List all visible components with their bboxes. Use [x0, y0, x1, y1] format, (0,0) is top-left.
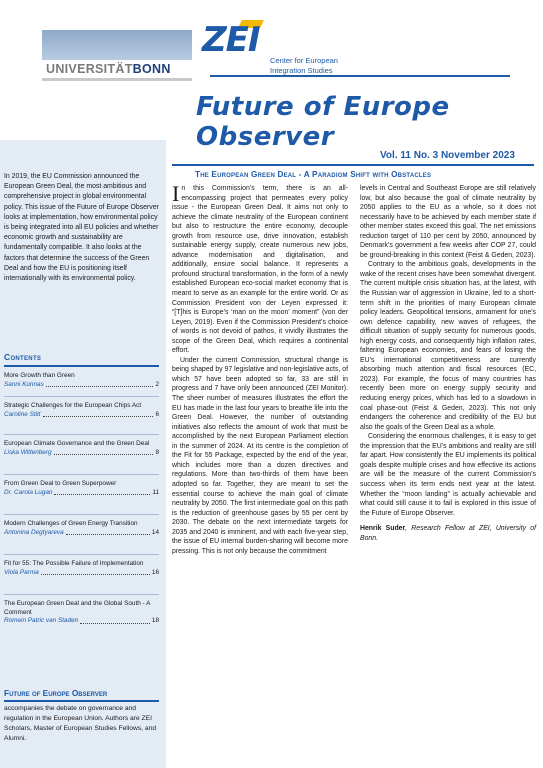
toc-author-line: [4, 569, 159, 578]
toc-title: The European Green Deal and the Global South - A Comment: [4, 600, 151, 616]
article-paragraph: Considering the enormous challenges, it is easy to get the impression that the EU’s ambitions and reality are still far apart. How consistently the EU implements its political goals despite multiple crises and how effective its actions are will be the measure of the current Commission’s success when its term ends next year at the latest. Whether the “moon landing” is actually achievable and what could still cause it to fail is explored in this issue of the Future of Europe Observer.: [360, 433, 536, 517]
toc-author-line: [4, 529, 159, 538]
toc-leader: [80, 617, 150, 624]
toc-author-line: [4, 449, 159, 458]
article-paragraph-text: n this Commission’s term, there is an all-encompassing project that permeates every policy issue - the European Green Deal. It aims not only to achieve the climate neutrality of the European continent but also to restructure the entire economy, decouple growth from resource use, drive innovation, establish sustainable energy supply, create numerous new jobs, advance modernisation and digitalisation, and additionally, ensure social balance. It represents a profound structural transformation, in the form of a newly established European eco-social market economy that is meant to serve as an example for the entire world. Or as Commission President von der Leyen expressed it: “[T]his is Europe’s ‘man on the moon’ moment” (von der Leyen, 2019). Even if the Commission President’s choice of words is not devoid of pathos, it vividly illustrates the scope of the Green Deal, which requires a continental effort.: [172, 185, 348, 355]
observer-heading: Future of Europe Observer: [4, 688, 108, 698]
article-paragraph: levels in Central and Southeast Europe are still relatively low, but also because the goal of climate neutrality by 2050 applies to the EU as a whole, so it does not necessarily have to be achieved by each member state if other member states exceed this goal. The net emissions reduction target of 110 per cent by 2050, announced by Denmark’s government a few weeks after COP 27, could be ground-breaking in this context (Feist & Geden, 2023).: [360, 185, 536, 259]
toc-entry[interactable]: [4, 560, 159, 577]
toc-title: From Green Deal to Green Superpower: [4, 480, 117, 487]
university-prefix: UNIVERSITÄT: [46, 62, 133, 76]
issue-volume: Vol. 11 No. 3 November 2023: [380, 150, 515, 161]
toc-title: Strategic Challenges for the European Chips Act: [4, 402, 142, 409]
toc-divider: [4, 474, 159, 475]
toc-author-line: [4, 617, 159, 626]
article-paragraph: Under the current Commission, structural change is being shaped by 97 legislative and non-legislative acts, of which 57 have been adopted so far, 33 are still in progress and 7 have only been announced (ZEI Monitor). The sheer number of measures illustrates the effort the EU has made in the last four years to breathe life into the Green Deal. However, the number of outstanding initiatives also reflects the amount of work that must be accomplished by the next European Parliament election in the summer of 2024. At its centre is the completion of the Fit for 55 Package, expected by the end of the year, which includes more than a dozen directives and regulations. More than two-thirds of them have been adopted so far. Together, they are meant to set the essential course to achieve the main goal of climate neutrality by 2050. The first intermediate goal on this path is the reduction of greenhouse gases by 55 per cent by 2030. The debate on the next intermediate targets for 2035 and 2040 is imminent, and with each five-year step, the issue of EU internal burden-sharing will become more pressing. This is not only because the commitment: [172, 356, 348, 555]
toc-author-line: [4, 411, 159, 420]
toc-entry[interactable]: [4, 372, 159, 389]
toc-author: Sanni Kunnas: [4, 380, 44, 388]
toc-entry[interactable]: [4, 480, 159, 497]
toc-author: Caroline Stitt: [4, 410, 41, 418]
toc-page: 2: [155, 380, 159, 388]
toc-page: 16: [151, 568, 159, 576]
toc-entry[interactable]: [4, 402, 159, 419]
article-paragraph: [172, 181, 348, 356]
zei-subtitle-line2: Integration Studies: [270, 66, 333, 75]
university-name: BONN: [132, 62, 171, 76]
toc-page: 18: [151, 617, 159, 625]
toc-title: European Climate Governance and the Green Deal: [4, 440, 150, 447]
toc-leader: [41, 569, 150, 576]
observer-rule: [4, 700, 159, 702]
toc-author: Antonina Degtyareva: [4, 528, 64, 536]
toc-page: 8: [155, 448, 159, 456]
toc-page: 6: [155, 410, 159, 418]
toc-title: Fit for 55: The Possible Failure of Implementation: [4, 560, 144, 567]
header-rule: [210, 75, 510, 77]
toc-title: More Growth than Green: [4, 372, 75, 379]
toc-author: Romein Patric van Staden: [4, 617, 79, 625]
observer-description: accompanies the debate on governance and regulation in the European Union. Authors are ZEI Scholars, Master of European Studies Fellows, and Alumni.: [4, 705, 157, 742]
toc-author: Viola Parma: [4, 568, 39, 576]
volume-rule: [172, 164, 534, 166]
contents-heading: Contents: [4, 352, 42, 362]
toc-author: Dr. Carola Lugan: [4, 488, 53, 496]
author-affiliation: , Research Fellow at ZEI, University of Bonn.: [360, 525, 536, 542]
toc-divider: [4, 554, 159, 555]
zei-subtitle-line1: Center for European: [270, 56, 338, 65]
toc-divider: [4, 514, 159, 515]
toc-page: 11: [152, 488, 159, 496]
sidebar-intro: In 2019, the EU Commission announced the European Green Deal, the most ambitious and comprehensive project in global environmental policy. This issue of the Future of Europe Observer looks at implementation, how environmental policy is being integrated into all EU policies and whether economic growth and sustainability are fundamentally compatible. It also looks at the factors that determine the success of the Green Deal and how the EU is positioning itself internationally with its environmental policy.: [4, 173, 159, 283]
toc-leader: [43, 411, 154, 418]
university-logo-text: [46, 62, 171, 76]
toc-page: 14: [151, 528, 159, 536]
toc-leader: [46, 381, 154, 388]
author-name: Henrik Suder: [360, 525, 406, 533]
zei-logo: ZEI: [202, 20, 260, 60]
toc-leader: [54, 489, 150, 496]
drop-cap: I: [172, 181, 180, 206]
toc-divider: [4, 434, 159, 435]
toc-entry[interactable]: [4, 520, 159, 537]
article-title: The European Green Deal - A Paradigm Shift with Obstacles: [195, 170, 432, 179]
toc-author-line: [4, 381, 159, 390]
university-logo-graphic: [42, 30, 192, 60]
article-paragraph: Contrary to the ambitious goals, developments in the wake of the recent crises have been somewhat divergent. The current multiple crisis situation has, at the latest, with the Russian war of aggression in Ukraine, led to a short-term shift in the priorities of many European climate policy leaders. Geopolitical tensions, armament for one’s own defence capability, new waves of refugees, the difficult situation of supply security for numerous goods, high energy costs, and consequently high inflation rates, faltering European economies, and fears of losing the EU’s international competitiveness are currently absorbing much attention and fiscal resources (EC, 2023). For example, the focus of many countries has recently been more on energy supply security and reducing energy prices, which has led to a slowdown in coal phase-out (Feist & Geden, 2023). This not only endangers the coherence and credibility of the EU but also the goals of the Green Deal as a whole.: [360, 261, 536, 431]
toc-divider: [4, 594, 159, 595]
toc-author-line: [4, 489, 159, 498]
toc-leader: [66, 529, 150, 536]
author-signature: [360, 524, 536, 543]
toc-title: Modern Challenges of Green Energy Transition: [4, 520, 138, 527]
toc-entry[interactable]: [4, 440, 159, 457]
masthead-title: Future of Europe Observer: [196, 92, 450, 152]
toc-author: Liska Wittenberg: [4, 448, 52, 456]
university-logo-rule: [42, 78, 192, 81]
toc-divider: [4, 396, 159, 397]
contents-rule: [4, 365, 159, 367]
toc-leader: [54, 449, 154, 456]
article-column-left: [172, 181, 348, 556]
zei-subtitle: [270, 56, 338, 76]
article-column-right: [360, 184, 536, 543]
toc-entry[interactable]: [4, 600, 159, 626]
